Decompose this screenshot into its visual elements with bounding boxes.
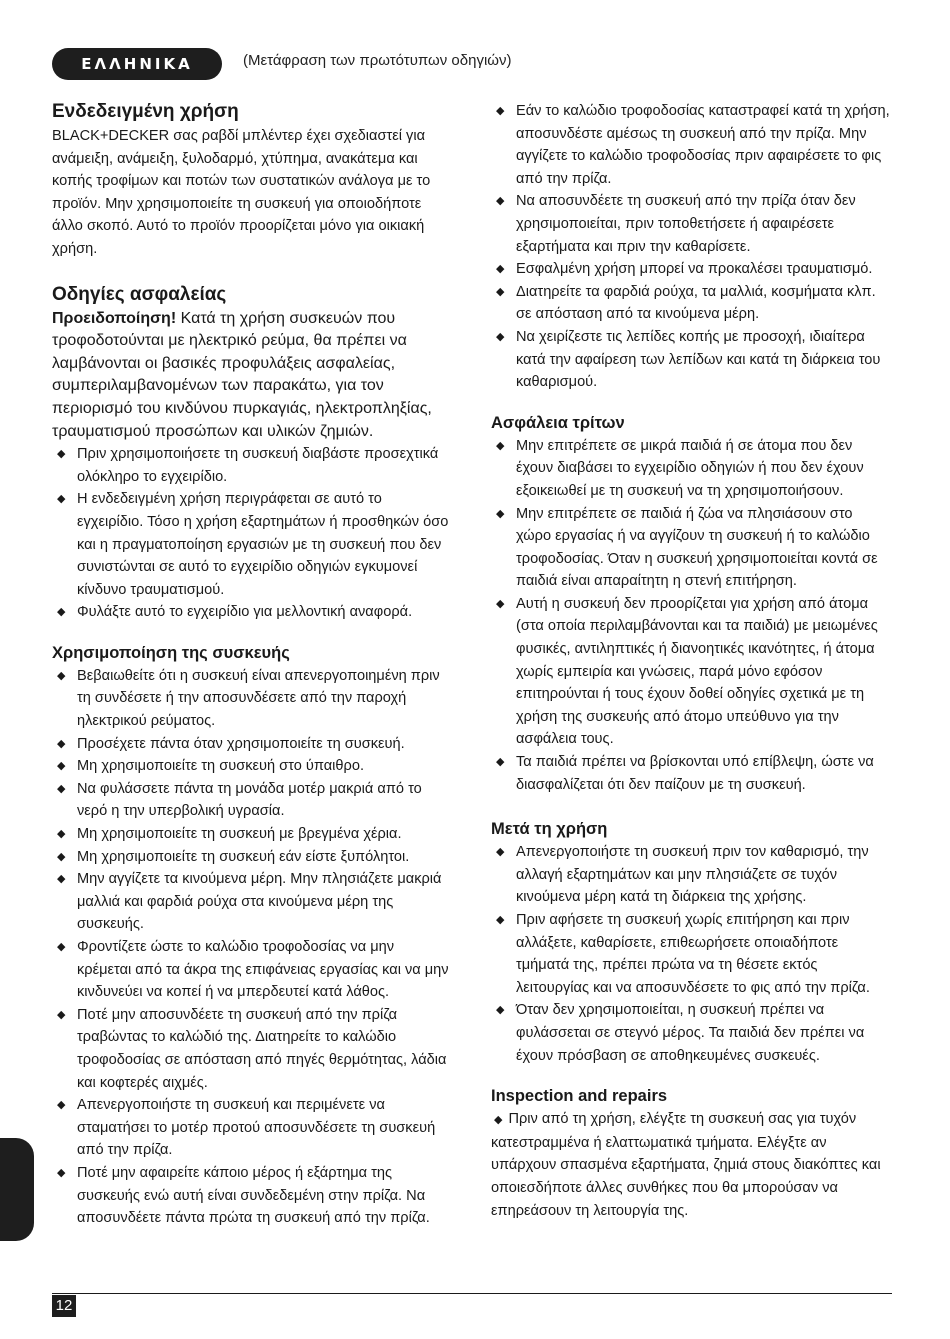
list-item xyxy=(491,999,891,1067)
bullet-icon: ◆ xyxy=(496,105,505,117)
list-item-text: Αυτή η συσκευή δεν προορίζεται για χρήση από άτομα (στα οποία περιλαμβάνονται και τα παιδιά) με μειωμένες φυσικές, αντιληπτικές ή διανοητικές ικανότητες, ή άτομα χωρίς εμπειρία και γνώσεις, παρά μόνο εφόσον επιτηρούνται ή τους έχουν δοθεί οδηγίες σχετικά με τη χρήση της συσκευής από άτομο υπεύθυνο για την ασφάλεια τους. xyxy=(516,595,878,748)
list-item xyxy=(52,601,452,624)
bullet-icon: ◆ xyxy=(496,263,505,276)
list-item-text: Απενεργοποιήστε τη συσκευή πριν τον καθαρισμό, την αλλαγή εξαρτημάτων και μην πλησιάζετε σε τυχόν κινούμενα μέρη κατά τη διάρκεια της χρήσης. xyxy=(516,844,869,906)
inspection-text xyxy=(491,1108,891,1222)
list-item-text: Μη χρησιμοποιείτε τη συσκευή εάν είστε ξυπόλητοι. xyxy=(77,848,410,865)
inspection-text-body: Πριν από τη χρήση, ελέγξτε τη συσκευή σας για τυχόν κατεστραμμένα ή ελαττωματικά τμήματα. Ελέγξτε αν υπάρχουν σπασμένα εξαρτήματα, ζημιά στους διακόπτες και οποιεσδήποτε άλλες συνθήκες που θα μπορούσαν να επηρεάσουν τη λειτουργία της. xyxy=(491,1111,881,1219)
bullet-icon: ◆ xyxy=(57,760,66,773)
list-item xyxy=(491,281,891,326)
list-item xyxy=(52,733,452,756)
list-item-text: Μην αγγίζετε τα κινούμενα μέρη. Μην πλησιάζετε μακριά μαλλιά και φαρδιά ρούχα στα κινούμενα μέρη της συσκευής. xyxy=(77,871,442,933)
list-item-text: Διατηρείτε τα φαρδιά ρούχα, τα μαλλιά, κοσμήματα κλπ. σε απόσταση από τα κινούμενα μέρη. xyxy=(516,283,876,323)
list-item-text: Να χειρίζεστε τις λεπίδες κοπής με προσοχή, ιδιαίτερα κατά την αφαίρεση των λεπίδων και κατά τη διάρκεια του καθαρισμού. xyxy=(516,328,881,391)
list-item-text: Πριν χρησιμοποιήσετε τη συσκευή διαβάστε προσεχτικά ολόκληρο το εγχειρίδιο. xyxy=(77,446,439,485)
list-item-text: Όταν δεν χρησιμοποιείται, η συσκευή πρέπει να φυλάσσεται σε στεγνό μέρος. Τα παιδιά δεν πρέπει να έχουν πρόσβαση σε αποθηκευμένες συσκευές. xyxy=(516,1002,865,1064)
bullet-icon: ◆ xyxy=(57,669,66,682)
bullet-icon: ◆ xyxy=(496,846,505,859)
bullet-icon: ◆ xyxy=(57,941,66,953)
list-item xyxy=(491,326,891,394)
list-item xyxy=(52,755,452,778)
after-use-list xyxy=(491,841,891,1067)
right-column xyxy=(491,100,891,1222)
bullet-icon: ◆ xyxy=(57,1008,66,1021)
bullet-icon: ◆ xyxy=(496,330,505,343)
safety-title: Οδηγίες ασφαλείας xyxy=(52,283,227,305)
list-item xyxy=(491,258,891,281)
page-number: 12 xyxy=(52,1295,76,1317)
list-item-text: Ποτέ μην αφαιρείτε κάποιο μέρος ή εξάρτημα της συσκευής ενώ αυτή είναι συνδεδεμένη στην πρίζα. Να αποσυνδέετε πάντα πρώτα τη συσκευή από την πρίζα. xyxy=(77,1164,430,1227)
list-item-text: Μη χρησιμοποιείτε τη συσκευή στο ύπαιθρο. xyxy=(77,758,365,775)
list-item xyxy=(491,751,891,796)
list-item xyxy=(491,435,891,503)
list-item-text: Πριν αφήσετε τη συσκευή χωρίς επιτήρηση και πριν αλλάξετε, καθαρίσετε, επιθεωρήσετε οποιαδήποτε τμήματά της, πρέπει πρώτα να τη θέσετε εκτός λειτουργίας και να αποσυνδέσετε το φις από την πρίζα. xyxy=(516,912,870,996)
list-item-text: Η ενδεδειγμένη χρήση περιγράφεται σε αυτό το εγχειρίδιο. Τόσο η χρήση εξαρτημάτων ή προσθηκών όσο και η πραγματοποίηση εργασιών με τη συσκευή που δεν συνιστώνται σε αυτό το εγχειρίδιο οδηγιών εγκυμονεί κίνδυνο τραυματισμού. xyxy=(77,491,449,598)
list-item xyxy=(52,846,452,869)
bullet-icon: ◆ xyxy=(496,597,505,610)
list-item-text: Μη χρησιμοποιείτε τη συσκευή με βρεγμένα χέρια. xyxy=(77,826,402,843)
bullet-icon: ◆ xyxy=(496,195,505,208)
bullet-icon: ◆ xyxy=(496,1004,505,1017)
list-item xyxy=(52,823,452,846)
list-item-text: Να αποσυνδέετε τη συσκευή από την πρίζα όταν δεν χρησιμοποιείται, πριν τοποθετήσετε ή αφαιρέσετε εξαρτήματα και πριν την καθαρίσετε. xyxy=(516,193,856,255)
bullet-icon: ◆ xyxy=(57,1099,66,1112)
list-item-text: Εάν το καλώδιο τροφοδοσίας καταστραφεί κατά τη χρήση, αποσυνδέστε αμέσως τη συσκευή από την πρίζα. Μην αγγίζετε το καλώδιο τροφοδοσίας πριν αφαιρέσετε το φις από την πρίζα. xyxy=(516,103,890,187)
third-party-section xyxy=(491,412,891,797)
bullet-icon: ◆ xyxy=(496,507,505,520)
safety-section xyxy=(52,283,452,624)
safety-list xyxy=(52,443,452,624)
list-item xyxy=(491,909,891,999)
list-item xyxy=(52,1094,452,1162)
use-title: Χρησιμοποίηση της συσκευής xyxy=(52,643,290,662)
bullet-icon: ◆ xyxy=(496,285,505,298)
intended-use-title: Ενδεδειγμένη χρήση xyxy=(52,101,239,122)
list-item-text: Μην επιτρέπετε σε μικρά παιδιά ή σε άτομα που δεν έχουν διαβάσει το εγχειρίδιο οδηγιών ή που δεν έχουν εξοικειωθεί με τη συσκευή να τη χρησιμοποιήσουν. xyxy=(516,437,864,499)
third-party-title: Ασφάλεια τρίτων xyxy=(491,413,625,432)
bullet-icon: ◆ xyxy=(496,756,505,769)
after-use-title: Μετά τη χρήση xyxy=(491,820,608,839)
list-item xyxy=(491,100,891,190)
bullet-icon: ◆ xyxy=(57,606,66,619)
bullet-icon: ◆ xyxy=(57,828,66,841)
third-party-list xyxy=(491,435,891,797)
list-item xyxy=(491,593,891,751)
language-badge: ΕΛΛΗΝΙΚΑ xyxy=(52,48,222,80)
bullet-icon: ◆ xyxy=(57,448,66,461)
list-item-text: Βεβαιωθείτε ότι η συσκευή είναι απενεργοποιημένη πριν τη συνδέσετε ή την αποσυνδέσετε από την παροχή ηλεκτρικού ρεύματος. xyxy=(77,667,440,730)
list-item-text: Εσφαλμένη χρήση μπορεί να προκαλέσει τραυματισμό. xyxy=(516,261,873,278)
bullet-icon: ◆ xyxy=(57,1166,66,1179)
list-item-text: Φροντίζετε ώστε το καλώδιο τροφοδοσίας να μην κρέμεται από τα άκρα της επιφάνειας εργασίας και να μην κινδυνεύει να κοπεί ή να μπερδευτεί κατά λάθος. xyxy=(77,939,449,1001)
inspection-bullet-icon: ◆ xyxy=(494,1114,503,1127)
language-tab-marker xyxy=(0,1138,34,1241)
warning-text: Κατά τη χρήση συσκευών που τροφοδοτούνται με ηλεκτρικό ρεύμα, θα πρέπει να λαμβάνονται οι βασικές προφυλάξεις ασφαλείας, συμπεριλαμβανομένων των παρακάτω, για τον περιορισμό του κινδύνου πυρκαγιάς, ηλεκτροπληξίας, τραυματισμού προσώπων και υλικών ζημιών. xyxy=(52,309,432,440)
list-item-text: Απενεργοποιήστε τη συσκευή και περιμένετε να σταματήσει το μοτέρ προτού αποσυνδέσετε τη συσκευή από την πρίζα. xyxy=(77,1097,436,1159)
list-item xyxy=(52,868,452,936)
list-item xyxy=(491,190,891,258)
bullet-icon: ◆ xyxy=(57,737,66,750)
list-item xyxy=(52,665,452,733)
inspection-title: Inspection and repairs xyxy=(491,1087,668,1106)
list-item xyxy=(491,503,891,593)
warning-label: Προειδοποίηση! xyxy=(52,309,177,327)
translation-note: (Μετάφραση των πρωτότυπων οδηγιών) xyxy=(243,52,512,69)
bullet-icon: ◆ xyxy=(57,873,66,886)
list-item xyxy=(52,488,452,601)
list-item-text: Προσέχετε πάντα όταν χρησιμοποιείτε τη συσκευή. xyxy=(77,735,405,752)
continued-safety-list xyxy=(491,100,891,394)
list-item-text: Ποτέ μην αποσυνδέετε τη συσκευή από την πρίζα τραβώντας το καλώδιό της. Διατηρείτε το καλώδιο τροφοδοσίας σε απόσταση από πηγές θερμότητας, λάδια και κοφτερές αιχμές. xyxy=(77,1006,447,1091)
list-item-text: Να φυλάσσετε πάντα τη μονάδα μοτέρ μακριά από το νερό η την υπερβολική υγρασία. xyxy=(77,780,422,820)
bullet-icon: ◆ xyxy=(57,782,66,795)
list-item-text: Μην επιτρέπετε σε παιδιά ή ζώα να πλησιάσουν στο χώρο εργασίας ή να αγγίζουν τη συσκευή ή το καλώδιο τροφοδοσίας. Όταν η συσκευή χρησιμοποιείται κοντά σε παιδιά είναι απαραίτητη η στενή επιτήρηση. xyxy=(516,505,878,590)
list-item xyxy=(491,841,891,909)
list-item-text: Τα παιδιά πρέπει να βρίσκονται υπό επίβλεψη, ώστε να διασφαλίζεται ότι δεν παίζουν με τη συσκευή. xyxy=(516,754,874,793)
list-item-text: Φυλάξτε αυτό το εγχειρίδιο για μελλοντική αναφορά. xyxy=(77,604,413,621)
after-use-section xyxy=(491,818,891,1067)
left-column xyxy=(52,100,452,1230)
bullet-icon: ◆ xyxy=(496,439,505,452)
bullet-icon: ◆ xyxy=(57,850,66,863)
safety-warning xyxy=(52,308,452,444)
list-item xyxy=(52,936,452,1004)
intended-use-section xyxy=(52,100,452,261)
intended-use-text: BLACK+DECKER σας ραβδί μπλέντερ έχει σχεδιαστεί για ανάμειξη, ανάμειξη, ξυλοδαρμό, χτύπημα, ανακάτεμα και κοπής τροφίμων και ποτών των συστατικών ανάλογα με το προϊόν. Μην χρησιμοποιείτε τη συσκευή για οποιοδήποτε άλλο σκοπό. Αυτό το προϊόν προορίζεται μόνο για οικιακή χρήση. xyxy=(52,128,431,257)
footer-divider xyxy=(52,1293,892,1294)
list-item xyxy=(52,443,452,488)
list-item xyxy=(52,778,452,823)
use-section xyxy=(52,642,452,1230)
bullet-icon: ◆ xyxy=(496,914,505,926)
list-item xyxy=(52,1162,452,1230)
inspection-section xyxy=(491,1085,891,1222)
list-item xyxy=(52,1004,452,1094)
bullet-icon: ◆ xyxy=(57,493,66,506)
use-list xyxy=(52,665,452,1230)
